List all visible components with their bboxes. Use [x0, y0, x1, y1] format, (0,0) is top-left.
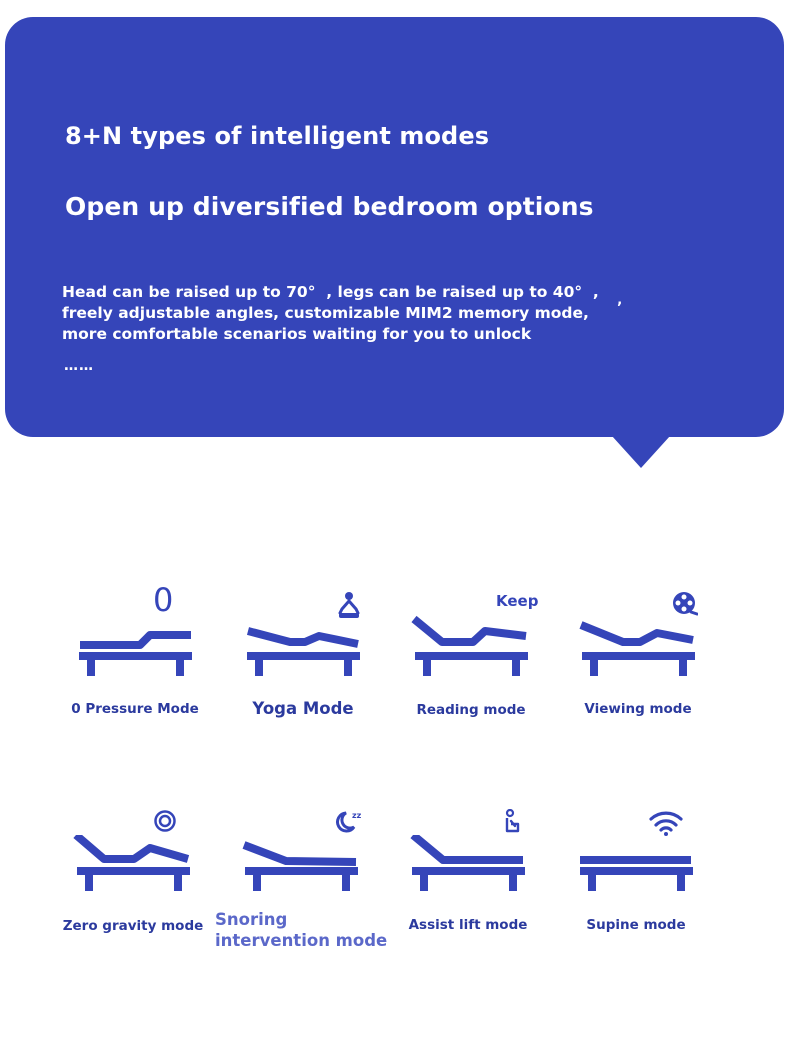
keep-text-badge: Keep	[496, 592, 539, 610]
description-line: Head can be raised up to 70° , legs can be raised up to 40° ,	[62, 283, 599, 301]
bed-frame-icon	[226, 835, 376, 900]
mode-supine	[561, 805, 711, 950]
concentric-circle-icon	[153, 809, 177, 833]
mode-viewing	[563, 585, 713, 730]
person-lift-icon	[505, 809, 521, 833]
mode-snoring-intervention	[215, 805, 388, 950]
zero-digit-icon: 0	[153, 581, 174, 619]
ellipsis-text: ……	[64, 358, 94, 374]
mode-yoga	[228, 585, 378, 730]
description-line: freely adjustable angles, customizable MIM2 memory mode,	[62, 304, 589, 322]
moon-zzz-icon	[334, 809, 362, 835]
mode-label: 0 Pressure Mode	[71, 701, 199, 717]
bed-frame-icon	[58, 835, 208, 900]
bed-frame-icon	[396, 615, 546, 680]
bed-frame-icon	[561, 835, 711, 900]
mode-label: Reading mode	[416, 702, 526, 718]
bed-frame-icon	[563, 615, 713, 680]
mode-reading	[396, 585, 546, 730]
mode-label: Viewing mode	[584, 701, 692, 717]
mode-zero-pressure	[60, 581, 210, 730]
headline-options: Open up diversified bedroom options	[65, 192, 594, 221]
promo-banner	[5, 17, 784, 437]
mode-label: Snoring intervention mode	[215, 910, 388, 950]
speech-pointer	[612, 436, 670, 468]
zzz-text: zz	[352, 811, 362, 820]
description-line: more comfortable scenarios waiting for you to unlock	[62, 325, 532, 343]
mode-label: Assist lift mode	[408, 917, 528, 933]
stray-mark: ’	[617, 300, 623, 316]
bed-frame-icon	[228, 615, 378, 680]
bed-frame-icon	[393, 835, 543, 900]
film-reel-icon	[672, 591, 698, 617]
mode-label: Zero gravity mode	[62, 918, 204, 934]
mode-zero-gravity	[58, 805, 208, 950]
mode-label: Supine mode	[586, 917, 686, 933]
headline-modes: 8+N types of intelligent modes	[65, 122, 490, 150]
banner-description	[62, 282, 599, 345]
wifi-signal-icon	[649, 810, 683, 836]
mode-assist-lift	[393, 805, 543, 950]
mode-label: Yoga Mode	[252, 699, 354, 718]
bed-frame-icon	[60, 615, 210, 680]
